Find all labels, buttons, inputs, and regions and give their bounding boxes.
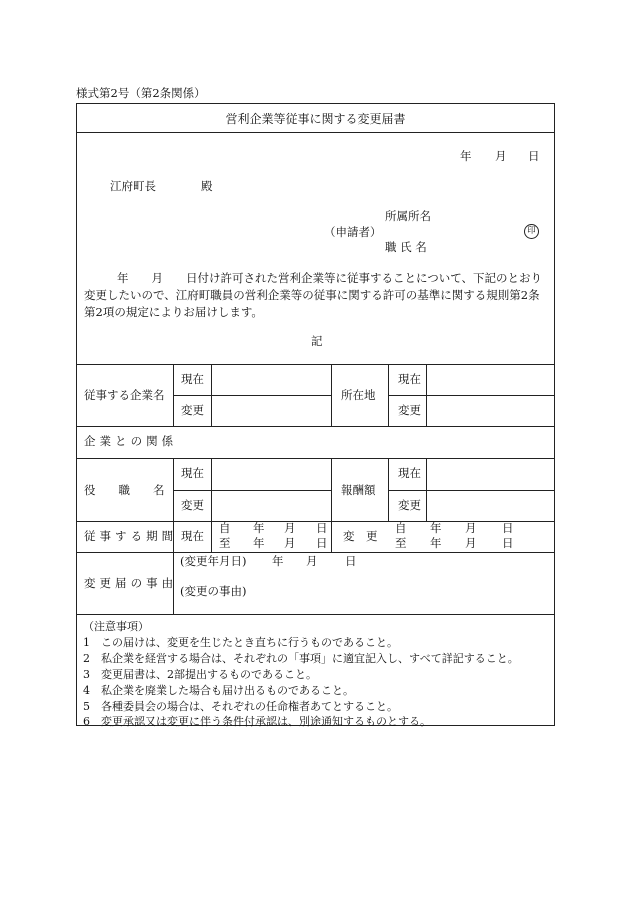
period-change-from: 自 [395, 521, 407, 535]
position-changed-label: 変更 [181, 498, 204, 512]
date-year: 年 [460, 149, 472, 163]
company-current-label: 現在 [181, 372, 204, 386]
remuneration-label: 報酬額 [341, 483, 376, 497]
name-label: 職 氏 名 [385, 240, 427, 254]
ki-label: 記 [311, 334, 323, 348]
body-paragraph [84, 270, 546, 321]
period-change-to-day: 日 [502, 536, 514, 550]
period-current-from: 自 [219, 521, 231, 535]
body-line-3: 第2項の規定によりお届けします。 [84, 305, 263, 319]
notes-item: 5 各種委員会の場合は、それぞれの任命権者あてとすること。 [83, 700, 398, 713]
divider-reason-bottom [77, 614, 554, 615]
period-current-label: 現在 [181, 529, 204, 543]
vline-sub-company [211, 364, 212, 426]
company-label: 従事する企業名 [84, 388, 165, 402]
divider-location-split [388, 395, 554, 396]
position-current-label: 現在 [181, 466, 204, 480]
applicant-label: （申請者） [324, 225, 382, 239]
date-month: 月 [495, 149, 507, 163]
divider-title [77, 132, 554, 133]
period-change-from-year: 年 [430, 521, 442, 535]
notes-item: 1 この届けは、変更を生じたとき直ちに行うものであること。 [83, 636, 398, 649]
vline-mid-lower [331, 458, 332, 552]
period-change-to: 至 [395, 536, 407, 550]
reason-label: 変更届の事由 [84, 576, 178, 590]
addressee-name: 江府町長 [110, 179, 156, 193]
remuneration-current-label: 現在 [398, 466, 421, 480]
change-date-month: 月 [306, 554, 318, 568]
period-current-to-month: 月 [284, 536, 296, 550]
period-current-from-month: 月 [284, 521, 296, 535]
period-change-from-month: 月 [465, 521, 477, 535]
divider-company-bottom [77, 426, 554, 427]
location-current-label: 現在 [398, 372, 421, 386]
divider-remuneration-split [388, 490, 554, 491]
notes-item: 4 私企業を廃業した場合も届け出るものであること。 [83, 684, 354, 697]
notes-item: 6 変更承認又は変更に伴う条件付承認は、別途通知するものとする。 [83, 715, 431, 728]
company-changed-label: 変更 [181, 403, 204, 417]
period-current-from-day: 日 [316, 521, 328, 535]
change-date-day: 日 [345, 554, 357, 568]
period-current-to: 至 [219, 536, 231, 550]
form-title: 営利企業等従事に関する変更届書 [225, 112, 406, 126]
relation-label: 企業との関係 [84, 434, 178, 448]
vline-right-company [388, 364, 389, 426]
notes-heading: （注意事項） [83, 620, 149, 633]
period-change-label: 変 更 [343, 529, 378, 543]
vline-right-sub-position [426, 458, 427, 521]
addressee-honorific: 殿 [201, 179, 213, 193]
period-change-from-day: 日 [502, 521, 514, 535]
divider-position-split [173, 490, 331, 491]
vline-right-sub-company [426, 364, 427, 426]
seal-mark: 印 [524, 224, 539, 239]
divider-table-top [77, 364, 554, 365]
date-day: 日 [528, 149, 540, 163]
period-label: 従事する期間 [84, 529, 178, 543]
period-current-to-year: 年 [253, 536, 265, 550]
location-label: 所在地 [341, 388, 376, 402]
divider-company-split [173, 395, 331, 396]
vline-label-company [173, 364, 174, 426]
remuneration-changed-label: 変更 [398, 498, 421, 512]
period-change-to-year: 年 [430, 536, 442, 550]
vline-right-position [388, 458, 389, 521]
form-frame [76, 103, 555, 726]
position-label: 役 職 名 [84, 483, 165, 497]
form-number-label: 様式第2号（第2条関係） [76, 86, 206, 100]
divider-relation-bottom [77, 458, 554, 459]
period-change-to-month: 月 [465, 536, 477, 550]
change-date-label: (変更年月日) [180, 554, 247, 568]
vline-sub-lower [211, 458, 212, 552]
change-date-year: 年 [272, 554, 284, 568]
divider-period-bottom [77, 552, 554, 553]
notes-item: 3 変更届書は、2部提出するものであること。 [83, 668, 317, 681]
period-current-to-day: 日 [316, 536, 328, 550]
body-line-1: 年 月 日付け許可された営利企業等に従事することについて、下記のとおり [117, 271, 543, 285]
period-current-from-year: 年 [253, 521, 265, 535]
body-line-2: 変更したいので、江府町職員の営利企業等の従事に関する許可の基準に関する規則第2条 [84, 288, 540, 302]
change-reason-label: (変更の事由) [180, 584, 247, 598]
location-changed-label: 変更 [398, 403, 421, 417]
office-label: 所属所名 [385, 209, 431, 223]
vline-mid-company [331, 364, 332, 426]
notes-item: 2 私企業を経営する場合は、それぞれの「事項」に適宜記入し、すべて詳記すること。 [83, 652, 519, 665]
